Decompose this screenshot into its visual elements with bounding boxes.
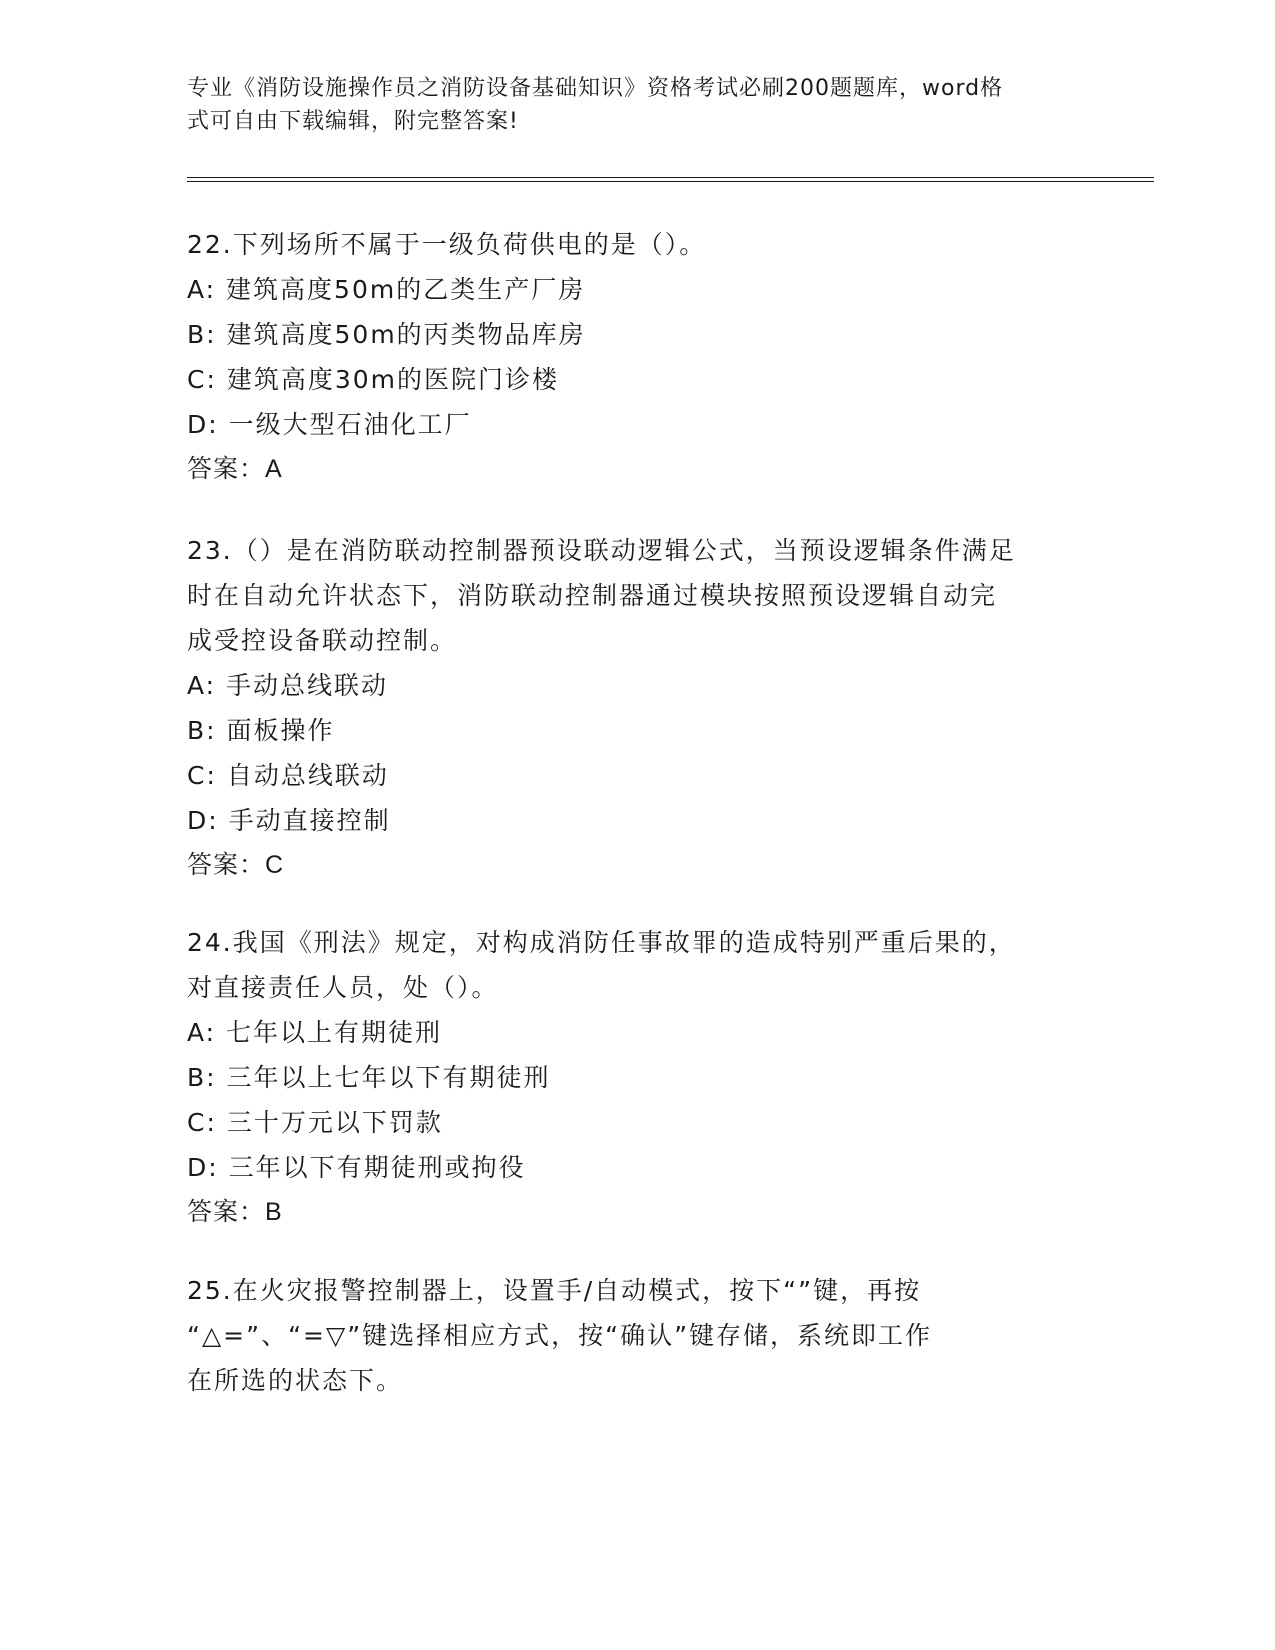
answer: 答案：C [187,851,285,879]
question-stem: 在所选的状态下。 [187,1366,404,1395]
answer: 答案：B [187,1198,283,1226]
question-stem: 22.下列场所不属于一级负荷供电的是（）。 [187,230,707,259]
question-25 [187,1268,1087,1403]
header-divider [187,177,1154,182]
option-c: C: 自动总线联动 [187,761,389,790]
question-stem: 成受控设备联动控制。 [187,626,458,655]
option-c: C: 建筑高度30m的医院门诊楼 [187,365,559,394]
option-b: B: 三年以上七年以下有期徒刑 [187,1063,551,1092]
option-d: D: 手动直接控制 [187,806,391,835]
option-a: A: 七年以上有期徒刑 [187,1018,443,1047]
option-d: D: 三年以下有期徒刑或拘役 [187,1153,526,1182]
option-a: A: 手动总线联动 [187,671,389,700]
document-header [187,72,1087,138]
option-b: B: 建筑高度50m的丙类物品库房 [187,320,586,349]
header-line: 式可自由下载编辑，附完整答案! [187,109,519,134]
question-stem: 23.（）是在消防联动控制器预设联动逻辑公式，当预设逻辑条件满足 [187,536,1016,565]
question-stem: 24.我国《刑法》规定，对构成消防任事故罪的造成特别严重后果的， [187,928,1016,957]
option-d: D: 一级大型石油化工厂 [187,410,472,439]
question-stem: 25.在火灾报警控制器上，设置手/自动模式，按下“”键，再按 [187,1276,922,1305]
question-23 [187,528,1087,888]
question-stem: “△=”、“=▽”键选择相应方式，按“确认”键存储，系统即工作 [187,1321,933,1350]
option-b: B: 面板操作 [187,716,335,745]
question-stem: 对直接责任人员，处（）。 [187,973,499,1002]
question-24 [187,920,1087,1235]
option-a: A: 建筑高度50m的乙类生产厂房 [187,275,586,304]
question-22 [187,222,1087,492]
header-line: 专业《消防设施操作员之消防设备基础知识》资格考试必刷200题题库，word格 [187,76,1004,101]
answer: 答案：A [187,455,283,483]
option-c: C: 三十万元以下罚款 [187,1108,443,1137]
question-stem: 时在自动允许状态下，消防联动控制器通过模块按照预设逻辑自动完 [187,581,998,610]
